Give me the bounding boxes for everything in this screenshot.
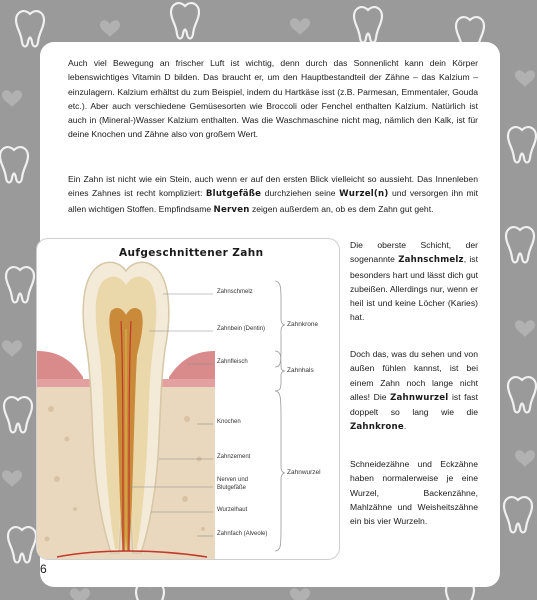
p2-text-c: und versorgen ihn mit allen wichtigen Stoffen. Empfindsame [68, 188, 478, 214]
content-card [40, 42, 500, 587]
side-paragraph-1 [350, 238, 478, 325]
label-zahnfach: Zahnfach (Alveole) [217, 531, 268, 537]
tooth-illustration [37, 239, 339, 559]
p2-text-b: durchziehen seine [261, 188, 340, 199]
label-nerven-2: Blutgefäße [217, 485, 247, 491]
keyword-nerven: Nerven [213, 204, 250, 215]
intro-paragraph-2 [68, 172, 478, 217]
keyword-zahnwurzel: Zahnwurzel [390, 392, 449, 403]
side-paragraph-3: Schneidezähne und Eckzähne haben normalerweise je eine Wurzel, Backenzähne, Mahlzähne und Weisheitszähne ein bis vier Wurzeln. [350, 459, 478, 527]
label-knochen: Knochen [217, 419, 241, 425]
intro-paragraph-1: Auch viel Bewegung an frischer Luft ist wichtig, denn durch das Sonnenlicht kann dein Körper lebenswichtiges Vitamin D bilden. Das braucht er, um den Hauptbestandteil der Zähne – das Kalzium – einzulagern. Kalzium erhältst du zum Beispiel, indem du Hartkäse isst (z.B. Parmesan, Emmentaler, Gouda etc.). Aber auch verschiedene Gemüsesorten wie Broccoli oder Fenchel enthalten Kalzium. Natürlich ist auch in (Mineral-)Wasser Kalzium enthalten. Was die Waschmaschine nicht mag, nämlich den Kalk, ist für deine Knochen und Zähne also von großem Wert. [68, 58, 478, 140]
label-zahnzement: Zahnzement [217, 454, 251, 460]
label-zahnschmelz: Zahnschmelz [217, 289, 253, 295]
label-wurzelhaut: Wurzelhaut [217, 507, 248, 513]
label-nerven-1: Nerven und [217, 477, 249, 483]
label-zahnbein: Zahnbein (Dentin) [217, 326, 266, 332]
s2-text-b: ist fast doppelt so lang wie die [350, 391, 478, 418]
group-zahnkrone: Zahnkrone [287, 321, 319, 328]
s1-text-b: , ist besonders hart und lässt dich gut zubeißen. Allerdings nur, wenn er heil ist und keine Löcher (Karies) hat. [350, 254, 478, 323]
s2-text-a: Doch das, was du sehen und von außen fühlen kannst, ist bei einem Zahn noch lange nicht alles! Die [350, 349, 478, 402]
keyword-blutgefaesse: Blutgefäße [205, 189, 262, 200]
side-paragraph-2 [350, 347, 478, 435]
keyword-wurzel: Wurzel(n) [339, 189, 389, 200]
group-zahnwurzel: Zahnwurzel [287, 469, 321, 476]
keyword-zahnschmelz: Zahnschmelz [398, 255, 464, 266]
p2-text-a: Ein Zahn ist nicht wie ein Stein, auch wenn er auf den ersten Blick vielleicht so aussieht. Das Innenleben eines Zahnes ist recht kompliziert: [68, 174, 478, 199]
figure-title: Aufgeschnittener Zahn [119, 247, 264, 259]
keyword-zahnkrone: Zahnkrone [350, 422, 404, 433]
group-zahnhals: Zahnhals [287, 367, 314, 374]
p2-text-d: zeigen außerdem an, ob es dem Zahn gut geht. [249, 203, 434, 214]
s2-text-c: . [403, 421, 407, 432]
page-number: 6 [40, 562, 47, 576]
label-zahnfleisch: Zahnfleisch [217, 359, 248, 365]
tooth-diagram [36, 238, 340, 560]
s1-text-a: Die oberste Schicht, der sogenannte [350, 240, 478, 265]
